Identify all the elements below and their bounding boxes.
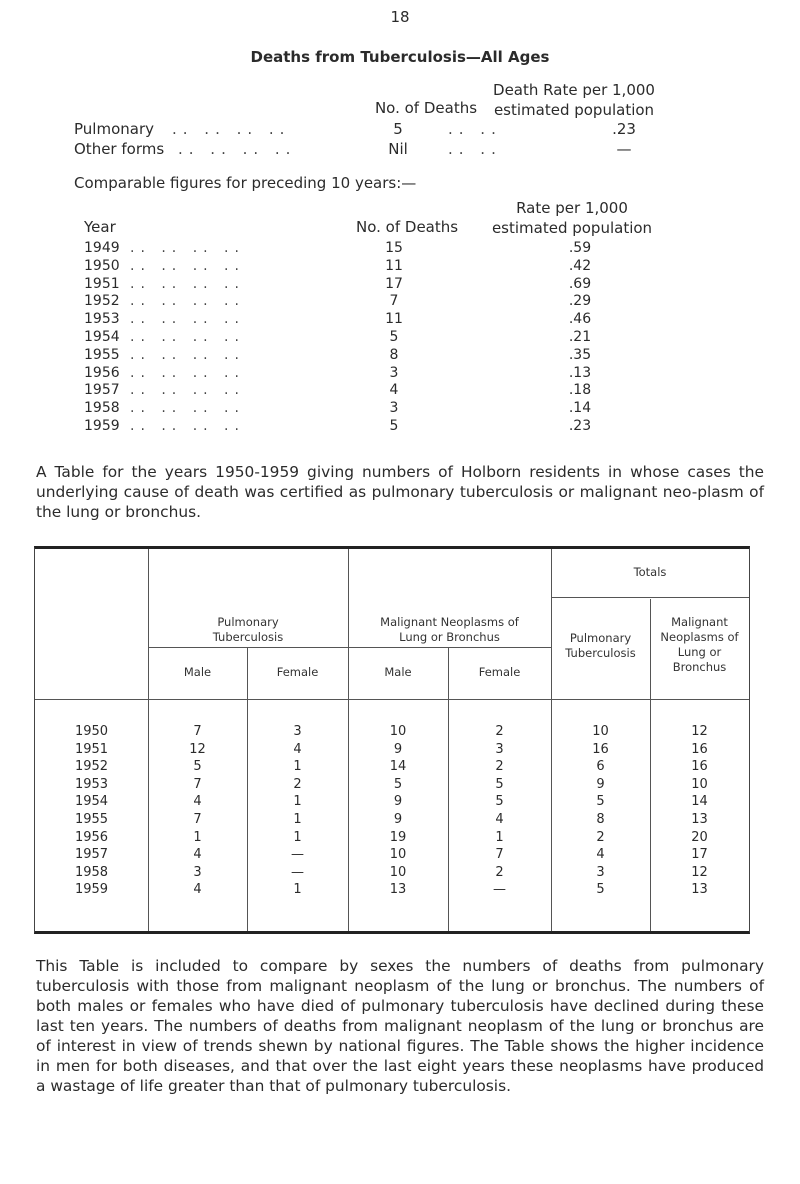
table-cell-mn-m: 10 [389,847,407,863]
page-number: 18 [390,8,410,26]
comparable-rate: .46 [568,311,592,328]
header-totals: Totals [633,565,667,579]
table-cell-tot-mn: 16 [691,741,708,757]
table-cell-year: 1953 [74,776,109,792]
header-mn-female: Female [478,665,521,679]
table-cell-mn-f: 5 [495,794,504,810]
closing-paragraph: This Table is included to compare by sexes the numbers of deaths from pulmonary tuberculosis with those from malignant neoplasm of the lung or bronchus. The numbers of both males or females who have died of pulmonary tuberculosis have declined during these last ten years. The numbers of deaths from malignant neoplasm of the lung or bronchus are of interest in view of trends shewn by national figures. The Table shows the higher incidence in men for both diseases, and that over the last eight years these neoplasms have produced a wastage of life greater than that of pulmonary tuberculosis. [36,957,764,1095]
table-cell-pt-f: 1 [293,812,302,827]
table-cell-mn-f: 1 [495,829,504,845]
table-cell-year: 1955 [74,812,109,827]
table-cell-tot-mn: 17 [691,847,708,863]
table-cell-year: 1957 [74,847,109,863]
table-cell-tot-mn: 12 [691,724,708,739]
table-cell-tot-mn: 16 [691,759,708,775]
table-cell-mn-m: 9 [393,741,403,757]
table-cell-pt-f: 2 [293,776,302,792]
table-cell-tot-mn: 12 [691,864,708,880]
header-totals-malignant [650,615,749,675]
header-malignant-neoplasms-line1: Malignant Neoplasms of [380,615,519,629]
table-cell-mn-f: 3 [495,741,504,757]
table-cell-tot-pt: 3 [596,864,605,880]
comparable-year: 1949 [84,240,120,256]
header-pulmonary-tb-line1: Pulmonary [217,615,279,629]
page-title: Deaths from Tuberculosis—All Ages [250,48,550,66]
header-totals-malignant-line2: Neoplasms of [660,630,739,644]
header-pulmonary-tb [148,615,348,645]
table-cell-year: 1951 [74,741,109,757]
table-cell-pt-m: 3 [193,864,202,880]
summary-row-label: Pulmonary [74,120,154,138]
table-cell-tot-pt: 8 [596,812,605,827]
summary-row-rate: .23 [612,120,636,138]
table-cell-tot-pt: 6 [596,759,605,775]
table-cell-pt-f: — [291,864,304,880]
comparable-year: 1953 [84,311,120,328]
table-cell-pt-m: 1 [193,829,202,845]
comparable-rate-header [484,198,660,238]
comparable-deaths: 7 [389,293,399,310]
table-cell-tot-mn: 13 [691,882,708,898]
comparable-deaths: 3 [389,400,399,417]
table-intro: A Table for the years 1950-1959 giving numbers of Holborn residents in whose cases the underlying cause of death was certified as pulmonary tuberculosis or malignant neo-plasm of the lung or bronchus. [36,463,764,521]
table-cell-mn-f: — [493,882,506,898]
table-cell-mn-m: 19 [389,829,407,845]
table-cell-year: 1950 [74,724,109,739]
summary-row-deaths: 5 [393,120,403,138]
header-pt-female: Female [276,665,319,679]
comparable-year: 1952 [84,293,120,310]
comparable-rate: .23 [568,418,592,434]
summary-rate-header-line1: Death Rate per 1,000 [493,81,655,99]
table-cell-tot-pt: 10 [592,724,609,739]
table-cell-tot-mn: 10 [691,776,708,792]
table-cell-mn-f: 2 [495,724,504,739]
table-cell-mn-m: 10 [389,724,407,739]
comparable-year: 1957 [84,382,120,399]
table-cell-pt-f: 1 [293,829,302,845]
table-cell-mn-m: 9 [393,812,403,827]
comparable-deaths-header: No. of Deaths [356,218,459,236]
comparable-rate-header-line2: estimated population [491,219,653,237]
comparable-year: 1954 [84,329,120,345]
table-cell-mn-f: 5 [495,776,504,792]
table-cell-pt-f: 1 [293,794,302,810]
table-cell-pt-f: 1 [293,882,302,898]
table-cell-tot-pt: 5 [596,882,605,898]
table-cell-pt-f: — [291,847,304,863]
deaths-table [34,546,750,934]
table-cell-mn-m: 14 [389,759,407,775]
summary-row-label: Other forms [74,140,165,158]
comparable-year: 1950 [84,257,120,274]
table-cell-pt-f: 4 [293,741,302,757]
table-cell-pt-m: 4 [193,847,202,863]
comparable-deaths: 5 [389,329,399,345]
table-cell-mn-m: 5 [393,776,403,792]
comparable-deaths: 17 [385,275,403,292]
header-totals-malignant-line3: Lung or [677,645,722,659]
comparable-rate: .42 [568,257,592,274]
comparable-year: 1956 [84,364,120,381]
table-cell-pt-m: 7 [193,776,202,792]
comparable-year: 1955 [84,346,120,363]
comparable-deaths: 8 [389,346,399,363]
summary-row-deaths: Nil [388,140,408,158]
table-cell-tot-pt: 4 [596,847,605,863]
comparable-year: 1951 [84,275,120,292]
comparable-year-header: Year [84,218,116,236]
table-cell-tot-pt: 2 [596,829,605,845]
table-cell-mn-m: 10 [389,864,407,880]
comparable-deaths: 5 [389,418,399,434]
summary-deaths-header: No. of Deaths [374,99,478,117]
summary-rate-header [486,80,662,120]
header-pulmonary-tb-line2: Tuberculosis [212,630,284,644]
comparable-deaths: 4 [389,382,399,399]
comparable-rate: .35 [568,346,592,363]
header-malignant-neoplasms [348,615,551,645]
comparable-year: 1959 [84,418,120,434]
header-totals-pulmonary-tb [551,631,650,661]
table-cell-tot-pt: 9 [596,776,605,792]
header-malignant-neoplasms-line2: Lung or Bronchus [399,630,500,644]
table-cell-mn-f: 7 [495,847,504,863]
table-cell-mn-f: 4 [495,812,504,827]
header-totals-pulmonary-tb-line1: Pulmonary [569,631,632,645]
table-cell-year: 1954 [74,794,109,810]
table-cell-tot-mn: 13 [691,812,708,827]
comparable-rate: .14 [568,400,592,417]
header-totals-pulmonary-tb-line2: Tuberculosis [565,646,636,660]
table-cell-tot-mn: 14 [691,794,708,810]
comparable-deaths: 11 [385,311,403,328]
table-cell-pt-m: 7 [193,812,202,827]
header-pt-male: Male [183,665,212,679]
comparable-rate: .21 [568,329,592,345]
table-cell-pt-m: 4 [193,794,202,810]
table-cell-year: 1959 [74,882,109,898]
table-cell-pt-m: 12 [189,741,206,757]
table-cell-mn-f: 2 [495,759,504,775]
table-cell-year: 1956 [74,829,109,845]
header-mn-male: Male [384,665,412,679]
comparable-deaths: 15 [385,240,403,256]
comparable-rate: .29 [568,293,592,310]
comparable-rate: .59 [568,240,592,256]
comparable-rate: .69 [568,275,592,292]
comparable-rate: .13 [568,364,592,381]
table-cell-pt-f: 3 [293,724,302,739]
table-cell-tot-mn: 20 [691,829,708,845]
summary-rate-header-line2: estimated population [493,101,655,119]
header-totals-malignant-line4: Bronchus [672,660,727,674]
comparable-deaths: 11 [385,257,403,274]
table-cell-tot-pt: 5 [596,794,605,810]
table-cell-pt-f: 1 [293,759,302,775]
table-cell-pt-m: 4 [193,882,202,898]
comparable-rate: .18 [568,382,592,399]
comparable-rate-header-line1: Rate per 1,000 [516,199,628,217]
table-cell-mn-m: 13 [389,882,407,898]
table-cell-tot-pt: 16 [592,741,609,757]
comparable-intro: Comparable figures for preceding 10 years:— [74,174,417,192]
table-cell-year: 1958 [74,864,109,880]
table-cell-mn-m: 9 [393,794,403,810]
table-cell-year: 1952 [74,759,109,775]
table-cell-mn-f: 2 [495,864,504,880]
summary-row-rate: — [616,140,632,158]
table-cell-pt-m: 5 [193,759,202,775]
comparable-year: 1958 [84,400,120,417]
comparable-deaths: 3 [389,364,399,381]
table-cell-pt-m: 7 [193,724,202,739]
header-totals-malignant-line1: Malignant [671,615,728,629]
